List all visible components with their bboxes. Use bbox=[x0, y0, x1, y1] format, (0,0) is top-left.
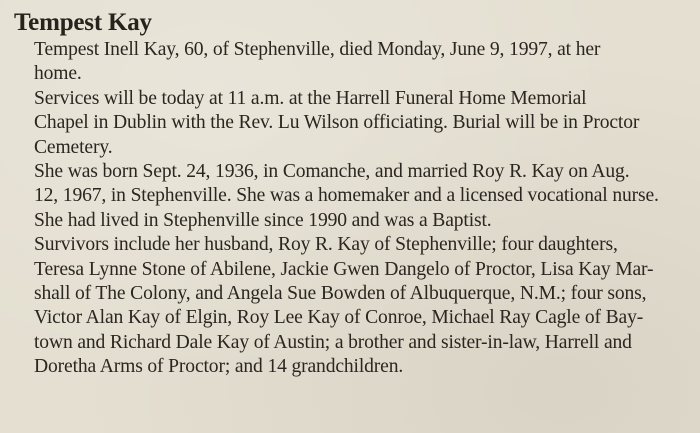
text-line: Survivors include her husband, Roy R. Kay of Stephenville; four daughters, bbox=[34, 234, 618, 256]
paragraph-survivors bbox=[14, 233, 686, 379]
text-line: Teresa Lynne Stone of Abilene, Jackie Gwen Dangelo of Proctor, Lisa Kay Mar- bbox=[34, 258, 654, 280]
text-line: Services will be today at 11 a.m. at the Harrell Funeral Home Memorial bbox=[34, 87, 587, 109]
obituary-body bbox=[14, 38, 686, 380]
text-line: She was born Sept. 24, 1936, in Comanche, and married Roy R. Kay on Aug. bbox=[34, 161, 630, 183]
obituary-headline: Tempest Kay bbox=[14, 9, 152, 36]
text-line: shall of The Colony, and Angela Sue Bowden of Albuquerque, N.M.; four sons, bbox=[34, 283, 647, 305]
paragraph-death-notice bbox=[14, 38, 686, 87]
text-line: town and Richard Dale Kay of Austin; a brother and sister-in-law, Harrell and bbox=[34, 331, 632, 353]
text-line: Victor Alan Kay of Elgin, Roy Lee Kay of Conroe, Michael Ray Cagle of Bay- bbox=[34, 307, 644, 329]
text-line: Tempest Inell Kay, 60, of Stephenville, died Monday, June 9, 1997, at her bbox=[34, 39, 601, 60]
text-line: Chapel in Dublin with the Rev. Lu Wilson officiating. Burial will be in Proctor bbox=[34, 112, 640, 134]
text-line: She had lived in Stephenville since 1990 and was a Baptist. bbox=[34, 209, 492, 231]
text-line: Doretha Arms of Proctor; and 14 grandchildren. bbox=[34, 356, 404, 378]
text-line: 12, 1967, in Stephenville. She was a homemaker and a licensed vocational nurse. bbox=[34, 185, 659, 207]
text-line: Cemetery. bbox=[34, 136, 113, 158]
text-line: home. bbox=[34, 63, 82, 85]
paragraph-biography bbox=[14, 160, 686, 233]
paragraph-services bbox=[14, 87, 686, 160]
